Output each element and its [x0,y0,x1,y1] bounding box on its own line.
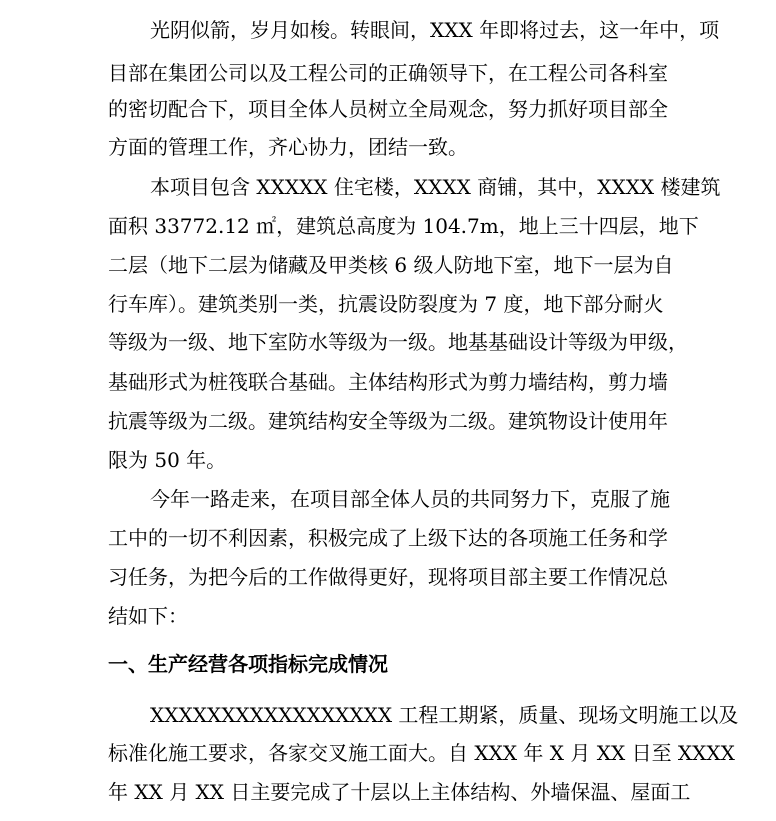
paragraph-2-line-2: 面积 33772.12 ㎡，建筑总高度为 104.7m，地上三十四层，地下 [108,214,699,238]
paragraph-2-line-5: 等级为一级、地下室防水等级为一级。地基基础设计等级为甲级， [108,330,688,354]
paragraph-1-line-3: 的密切配合下，项目全体人员树立全局观念，努力抓好项目部全 [108,97,668,121]
paragraph-1-line-2: 目部在集团公司以及工程公司的正确领导下，在工程公司各科室 [108,61,668,85]
paragraph-1-line-1: 光阴似箭，岁月如梭。转眼间，XXX 年即将过去，这一年中，项 [150,18,720,42]
paragraph-2-line-3: 二层（地下二层为储藏及甲类核 6 级人防地下室，地下一层为自 [108,253,674,277]
paragraph-1-line-4: 方面的管理工作，齐心协力，团结一致。 [108,135,468,159]
paragraph-2-line-1: 本项目包含 XXXXX 住宅楼，XXXX 商铺，其中，XXXX 楼建筑 [150,175,721,199]
section-heading: 一、生产经营各项指标完成情况 [108,652,388,676]
paragraph-2-line-4: 行车库）。建筑类别一类，抗震设防裂度为 7 度，地下部分耐火 [108,292,664,316]
paragraph-2-line-7: 抗震等级为二级。建筑结构安全等级为二级。建筑物设计使用年 [108,409,668,433]
paragraph-3-line-4: 结如下： [108,604,188,628]
paragraph-3-line-1: 今年一路走来，在项目部全体人员的共同努力下，克服了施 [150,487,670,511]
paragraph-3-line-2: 工中的一切不利因素，积极完成了上级下达的各项施工任务和学 [108,526,668,550]
paragraph-4-line-3: 年 XX 月 XX 日主要完成了十层以上主体结构、外墙保温、屋面工 [108,780,691,804]
paragraph-2-line-8: 限为 50 年。 [108,448,227,472]
paragraph-4-line-2: 标准化施工要求，各家交叉施工面大。自 XXX 年 X 月 XX 日至 XXXX [108,741,735,765]
paragraph-3-line-3: 习任务，为把今后的工作做得更好，现将项目部主要工作情况总 [108,565,668,589]
paragraph-2-line-6: 基础形式为桩筏联合基础。主体结构形式为剪力墙结构，剪力墙 [108,370,668,394]
paragraph-4-line-1: XXXXXXXXXXXXXXXXX 工程工期紧，质量、现场文明施工以及 [150,703,739,727]
